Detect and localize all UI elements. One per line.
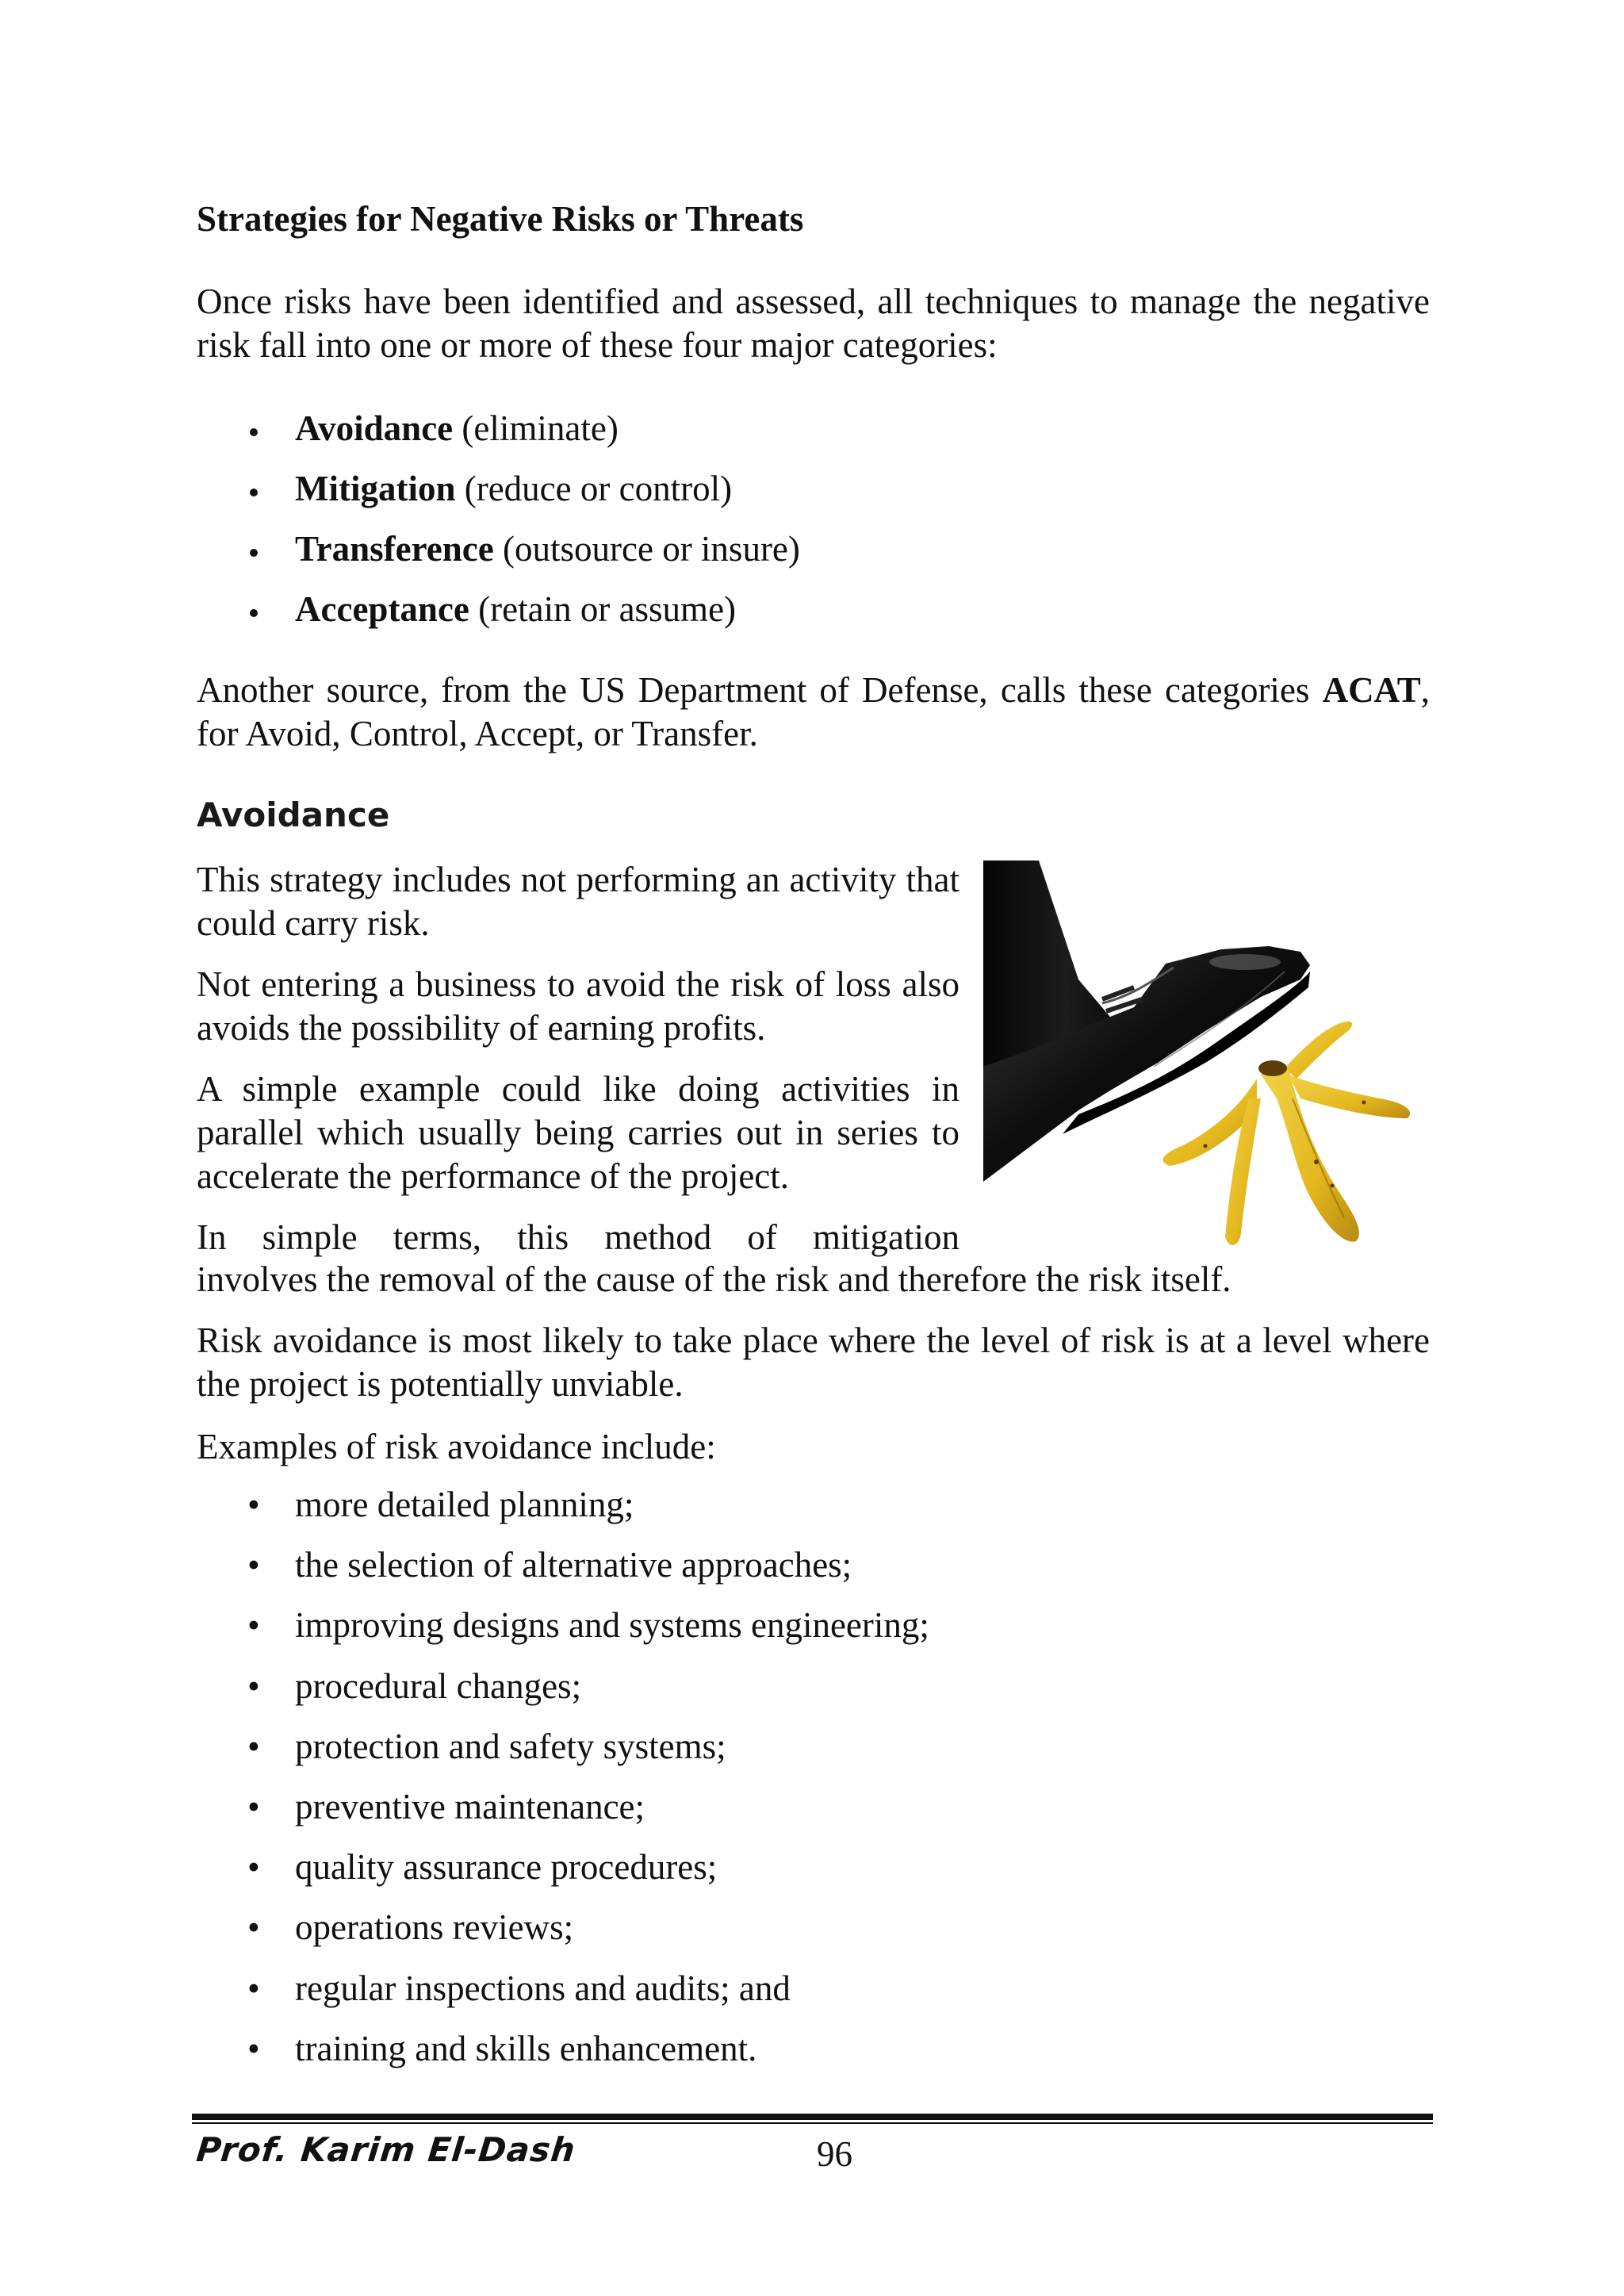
examples-intro: Examples of risk avoidance include:	[197, 1427, 716, 1466]
avoidance-paragraph: In simple terms, this method of mitigation	[197, 1217, 959, 1257]
avoidance-paragraph: Risk avoidance is most likely to take place where the level of risk is at a level where the project is potentially unviable.	[197, 1320, 1430, 1404]
list-item: • the selection of alternative approaches;	[247, 1545, 852, 1585]
avoidance-paragraph: Not entering a business to avoid the risk of loss also avoids the possibility of earning profits.	[197, 964, 959, 1048]
examples-list	[197, 1483, 929, 2087]
list-item: Mitigation (reduce or control)	[197, 467, 800, 527]
list-item: Avoidance (eliminate)	[197, 407, 800, 467]
section-heading: Strategies for Negative Risks or Threats	[197, 199, 804, 239]
list-item: • quality assurance procedures;	[247, 1847, 718, 1888]
list-item: Transference (outsource or insure)	[197, 527, 800, 588]
avoidance-paragraph: A simple example could like doing activities in parallel which usually being carries out in series to accelerate the performance of the project.	[197, 1069, 959, 1196]
avoidance-paragraph-continued: involves the removal of the cause of the risk and therefore the risk itself.	[197, 1259, 1231, 1299]
list-item: • procedural changes;	[247, 1665, 582, 1706]
list-item: • protection and safety systems;	[247, 1726, 726, 1766]
list-item: • improving designs and systems engineering;	[247, 1605, 929, 1646]
list-item: Acceptance (retain or assume)	[197, 588, 800, 648]
list-item: • training and skills enhancement.	[247, 2028, 757, 2068]
shoe-banana-peel-image	[983, 861, 1430, 1257]
categories-list	[197, 407, 800, 648]
avoidance-title: Avoidance	[197, 795, 390, 834]
avoidance-text-column	[197, 858, 959, 1259]
footer-author: Prof. Karim El-Dash	[194, 2130, 578, 2169]
acat-paragraph: Another source, from the US Department of Defense, calls these categories ACAT, for Avoid, Control, Accept, or Transfer.	[197, 670, 1430, 753]
footer-divider	[192, 2122, 1433, 2124]
footer-divider	[192, 2114, 1433, 2120]
list-item: • preventive maintenance;	[247, 1786, 645, 1826]
avoidance-paragraph: This strategy includes not performing an activity that could carry risk.	[197, 860, 959, 943]
page-number: 96	[817, 2134, 852, 2174]
intro-paragraph: Once risks have been identified and assessed, all techniques to manage the negative risk fall into one or more of these four major categories:	[197, 282, 1430, 365]
list-item: • operations reviews;	[247, 1907, 574, 1948]
list-item: • more detailed planning;	[247, 1485, 634, 1524]
list-item: • regular inspections and audits; and	[247, 1968, 791, 2008]
